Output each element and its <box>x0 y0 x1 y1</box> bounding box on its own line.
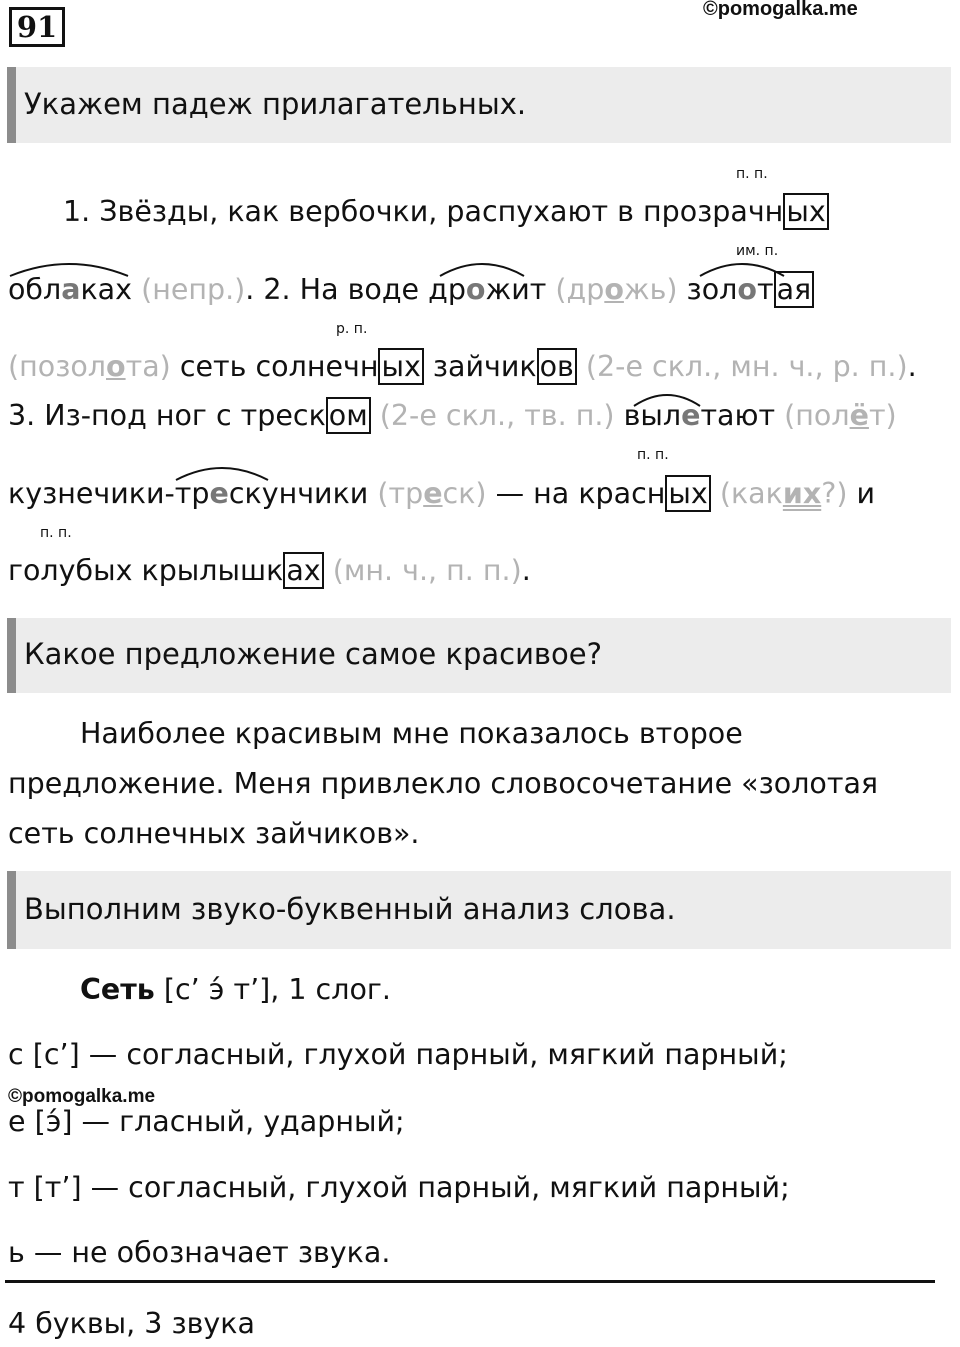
analysis-word: Сеть <box>80 973 155 1006</box>
watermark-mid: ©pomogalka.me <box>8 1086 156 1107</box>
ending-box: ых <box>378 348 423 385</box>
sound-line: с [с’] — согласный, глухой парный, мягкий парный; <box>8 1038 788 1071</box>
exercise-line-1: 1. Звёзды, как вербочки, распухают в прозрачн ых <box>63 194 829 230</box>
ending-box: ов <box>537 348 577 385</box>
ending-box: ах <box>283 552 323 589</box>
section-title-beautiful: Какое предложение самое красивое? <box>24 637 603 671</box>
exercise-line-3: (позолота) сеть солнечн ых зайчик ов (2-е скл., мн. ч., р. п.). <box>8 350 917 383</box>
exercise-number: 91 <box>9 7 65 47</box>
case-label: р. п. <box>336 321 368 337</box>
case-label: п. п. <box>40 525 72 541</box>
ending-box: ая <box>774 271 815 308</box>
divider <box>5 1280 935 1283</box>
exercise-line-4: 3. Из-под ног с треск ом (2-е скл., тв. п.) вылетают (полёт) <box>8 399 897 432</box>
section-bar-analysis <box>7 871 951 949</box>
ending-box: ом <box>326 397 371 434</box>
answer-line-2: предложение. Меня привлекло словосочетание «золотая <box>8 767 879 800</box>
sound-line: т [т’] — согласный, глухой парный, мягкий парный; <box>8 1171 790 1204</box>
answer-line-1: Наиболее красивым мне показалось второе <box>80 717 743 750</box>
section-title-analysis: Выполним звуко-буквенный анализ слова. <box>24 892 676 926</box>
exercise-line-6: голубых крылышк ах (мн. ч., п. п.). <box>8 554 531 587</box>
case-label: им. п. <box>736 243 779 259</box>
sound-line: е [э́] — гласный, ударный; <box>8 1105 405 1138</box>
section-title-case: Укажем падеж прилагательных. <box>24 87 527 121</box>
exercise-line-5: кузнечики-трескунчики (треск) — на красн ых (каких?) и <box>8 477 876 510</box>
section-bar-case <box>7 67 951 143</box>
section-bar-beautiful <box>7 618 951 693</box>
watermark-top: ©pomogalka.me <box>703 0 858 20</box>
case-label: п. п. <box>736 166 768 182</box>
ending-box: ых <box>783 193 828 230</box>
answer-line-3: сеть солнечных зайчиков». <box>8 817 420 850</box>
analysis-word-line: Сеть [с’ э́ т’], 1 слог. <box>80 973 391 1006</box>
case-label: п. п. <box>637 447 669 463</box>
exercise-line-2: облаках (непр.). 2. На воде дрожит (дрожь) золот ая <box>8 272 814 308</box>
sound-line: ь — не обозначает звука. <box>8 1236 391 1269</box>
analysis-total: 4 буквы, 3 звука <box>8 1307 255 1340</box>
ending-box: ых <box>665 475 710 512</box>
